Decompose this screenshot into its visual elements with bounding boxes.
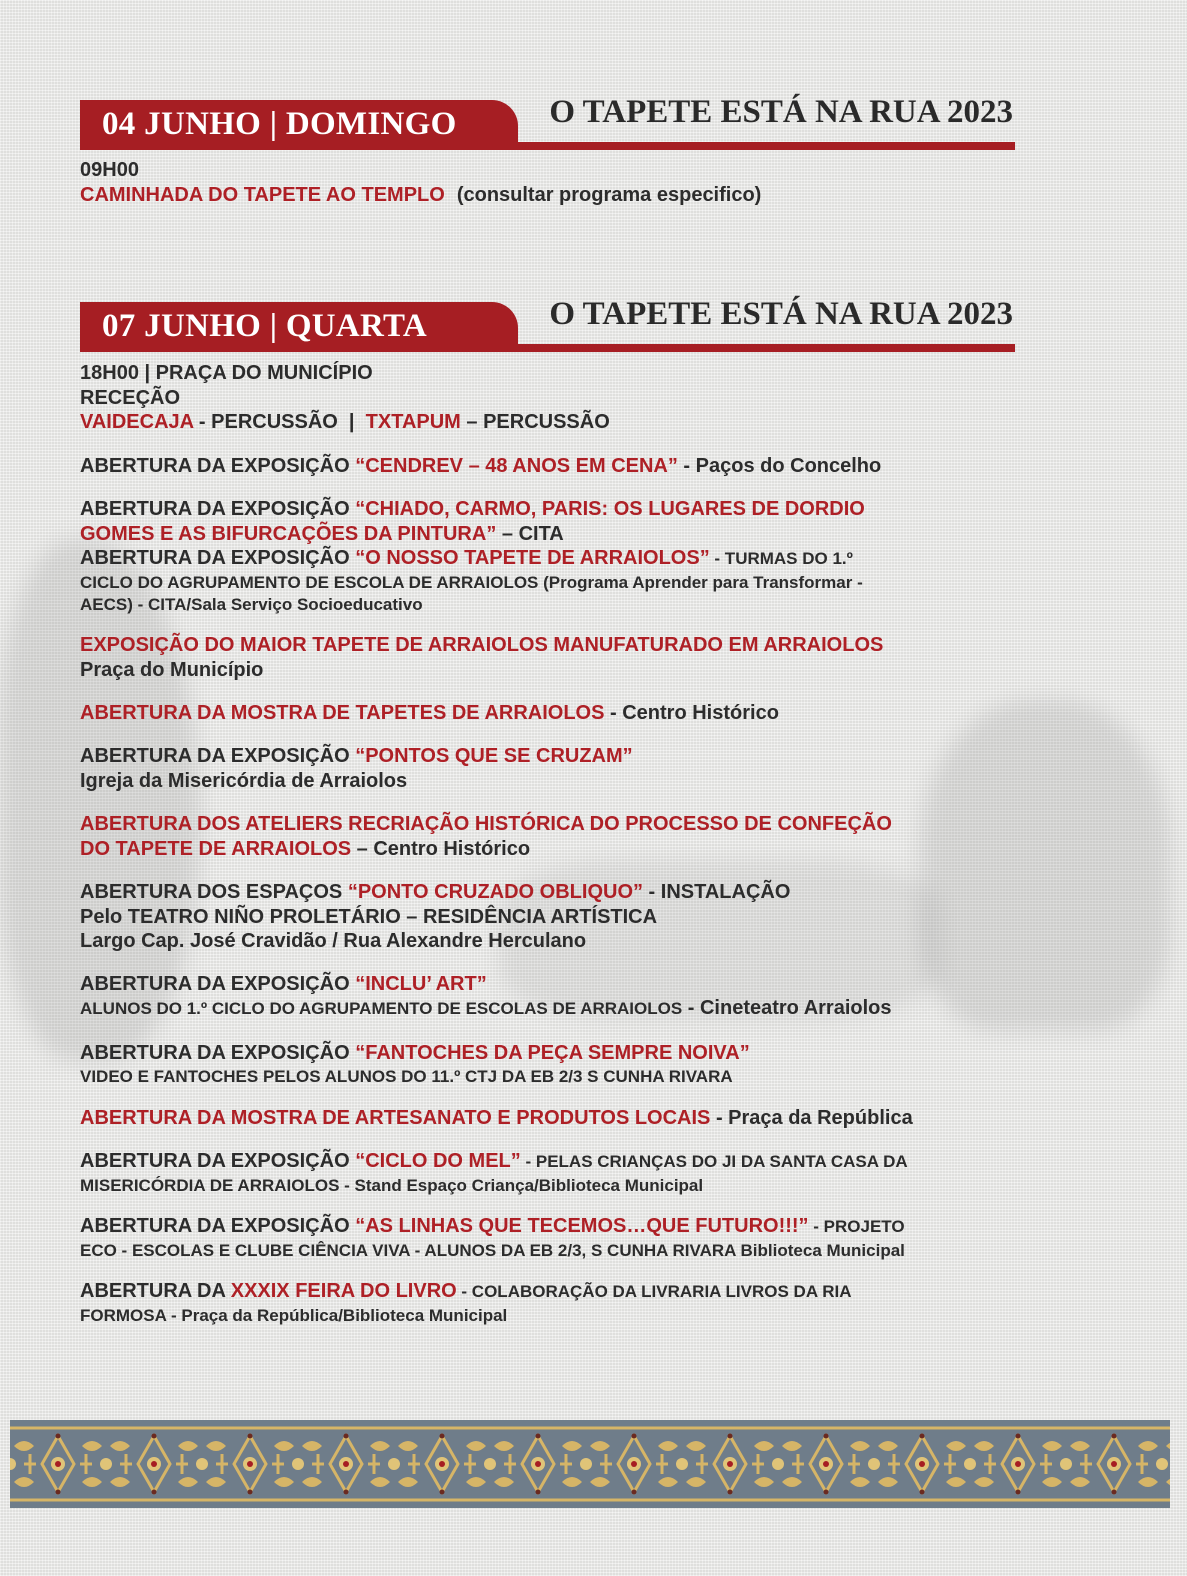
rug-ornament-band xyxy=(10,1420,1170,1508)
day2-intro xyxy=(80,361,1047,435)
item-prefix: ABERTURA DA EXPOSIÇÃO xyxy=(80,455,356,477)
item-title: “CICLO DO MEL” xyxy=(355,1150,521,1172)
day-header-04-junho xyxy=(80,94,1015,150)
item-detail: VIDEO E FANTOCHES PELOS ALUNOS DO 11.º CTJ DA EB 2/3 S CUNHA RIVARA xyxy=(80,1066,733,1086)
item-title: XXXIX FEIRA DO LIVRO xyxy=(230,1280,457,1302)
item-location: - Centro Histórico xyxy=(604,702,779,724)
item-detail: AECS) - CITA/Sala Serviço Socioeducativo xyxy=(80,594,423,614)
item-prefix: ABERTURA DA EXPOSIÇÃO xyxy=(80,498,356,520)
band-txtapum: TXTAPUM xyxy=(365,411,461,433)
item-title: “PONTOS QUE SE CRUZAM” xyxy=(355,745,633,767)
item-detail: ALUNOS DO 1.º CICLO DO AGRUPAMENTO DE ESCOLAS DE ARRAIOLOS xyxy=(80,998,683,1018)
item-title: ABERTURA DOS ATELIERS RECRIAÇÃO HISTÓRICA DO PROCESSO DE CONFEÇÃO xyxy=(80,813,892,835)
item-location: – CITA xyxy=(496,522,564,545)
item-detail: FORMOSA - Praça da República/Biblioteca Municipal xyxy=(80,1305,508,1325)
schedule-item xyxy=(80,497,1047,546)
item-location: - Cineteatro Arraiolos xyxy=(682,996,892,1019)
schedule-item xyxy=(80,701,1047,726)
item-prefix: ABERTURA DA EXPOSIÇÃO xyxy=(80,973,356,995)
schedule-item xyxy=(80,1106,1047,1131)
schedule-item xyxy=(80,546,1047,616)
item-prefix: ABERTURA DOS ESPAÇOS xyxy=(80,881,348,903)
item-title: EXPOSIÇÃO DO MAIOR TAPETE DE ARRAIOLOS MANUFATURADO EM ARRAIOLOS xyxy=(80,634,884,656)
item-detail: Pelo TEATRO NIÑO PROLETÁRIO – RESIDÊNCIA ARTÍSTICA xyxy=(80,905,658,928)
item-prefix: ABERTURA DA EXPOSIÇÃO xyxy=(80,547,356,569)
item-prefix: ABERTURA DA EXPOSIÇÃO xyxy=(80,1150,356,1172)
item-title: ABERTURA DA MOSTRA DE TAPETES DE ARRAIOLOS xyxy=(80,702,605,724)
item-detail: CICLO DO AGRUPAMENTO DE ESCOLA DE ARRAIOLOS (Programa Aprender para Transformar - xyxy=(80,572,863,592)
item-prefix: ABERTURA DA EXPOSIÇÃO xyxy=(80,1215,356,1237)
event-title: O TAPETE ESTÁ NA RUA 2023 xyxy=(549,94,1013,130)
time-label: 09H00 xyxy=(80,159,139,181)
schedule-item xyxy=(80,633,1047,682)
time-place: 18H00 | PRAÇA DO MUNICÍPIO xyxy=(80,362,373,384)
band-vaidecaja: VAIDECAJA xyxy=(80,411,194,433)
item-detail: - PELAS CRIANÇAS DO JI DA SANTA CASA DA xyxy=(520,1152,908,1171)
band-type: - PERCUSSÃO | xyxy=(193,411,366,433)
item-title-cont: DO TAPETE DE ARRAIOLOS xyxy=(80,837,352,860)
item-detail: - TURMAS DO 1.º xyxy=(709,549,853,568)
item-location: - Paços do Concelho xyxy=(677,455,882,477)
item-note: (consultar programa especifico) xyxy=(456,183,762,206)
date-tab xyxy=(80,302,518,352)
band-type: – PERCUSSÃO xyxy=(460,411,610,433)
event-title: O TAPETE ESTÁ NA RUA 2023 xyxy=(549,296,1013,332)
item-title: “INCLU’ ART” xyxy=(355,973,487,995)
item-prefix: ABERTURA DA xyxy=(80,1280,231,1302)
item-title: “AS LINHAS QUE TECEMOS…QUE FUTURO!!!” xyxy=(355,1215,809,1237)
schedule-item xyxy=(80,812,1047,861)
item-detail: - COLABORAÇÃO DA LIVRARIA LIVROS DA RIA xyxy=(456,1282,852,1301)
date-label: 04 JUNHO | DOMINGO xyxy=(102,106,457,142)
date-label: 07 JUNHO | QUARTA xyxy=(102,308,428,344)
item-title: “CENDREV – 48 ANOS EM CENA” xyxy=(355,455,678,477)
item-location: Praça do Município xyxy=(80,658,264,681)
rug-pattern xyxy=(10,1420,1170,1508)
item-detail: MISERICÓRDIA DE ARRAIOLOS - Stand Espaço Criança/Biblioteca Municipal xyxy=(80,1175,704,1195)
schedule-item xyxy=(80,1214,1047,1262)
day-header-07-junho xyxy=(80,296,1015,352)
item-location: – Centro Histórico xyxy=(351,837,531,860)
item-title: ABERTURA DA MOSTRA DE ARTESANATO E PRODUTOS LOCAIS xyxy=(80,1107,711,1129)
schedule-item xyxy=(80,972,1047,1020)
item-prefix: ABERTURA DA EXPOSIÇÃO xyxy=(80,1042,356,1064)
rececao-label: RECEÇÃO xyxy=(80,386,181,409)
schedule-item xyxy=(80,454,1047,479)
schedule-item xyxy=(80,1041,1047,1088)
item-prefix: ABERTURA DA EXPOSIÇÃO xyxy=(80,745,356,767)
schedule-item xyxy=(80,183,1047,208)
item-title: CAMINHADA DO TAPETE AO TEMPLO xyxy=(80,183,445,206)
item-detail: - INSTALAÇÃO xyxy=(643,881,791,903)
item-title: “O NOSSO TAPETE DE ARRAIOLOS” xyxy=(355,547,710,569)
item-title-cont: GOMES E AS BIFURCAÇÕES DA PINTURA” xyxy=(80,522,497,545)
schedule-item xyxy=(80,744,1047,793)
item-detail: ECO - ESCOLAS E CLUBE CIÊNCIA VIVA - ALUNOS DA EB 2/3, S CUNHA RIVARA Biblioteca Municipal xyxy=(80,1240,905,1260)
item-title: “FANTOCHES DA PEÇA SEMPRE NOIVA” xyxy=(355,1042,750,1064)
date-tab xyxy=(80,100,518,150)
item-location: - Praça da República xyxy=(710,1107,913,1129)
percussion-line xyxy=(80,410,1047,435)
item-title: “CHIADO, CARMO, PARIS: OS LUGARES DE DORDIO xyxy=(355,498,865,520)
day1-schedule xyxy=(80,158,1047,207)
schedule-item xyxy=(80,880,1047,954)
schedule-item xyxy=(80,1279,1047,1327)
item-location: Largo Cap. José Cravidão / Rua Alexandre Herculano xyxy=(80,930,587,952)
item-detail: - PROJETO xyxy=(808,1217,905,1236)
item-location: Igreja da Misericórdia de Arraiolos xyxy=(80,769,408,792)
schedule-item xyxy=(80,1149,1047,1197)
item-title: “PONTO CRUZADO OBLIQUO” xyxy=(347,881,643,903)
